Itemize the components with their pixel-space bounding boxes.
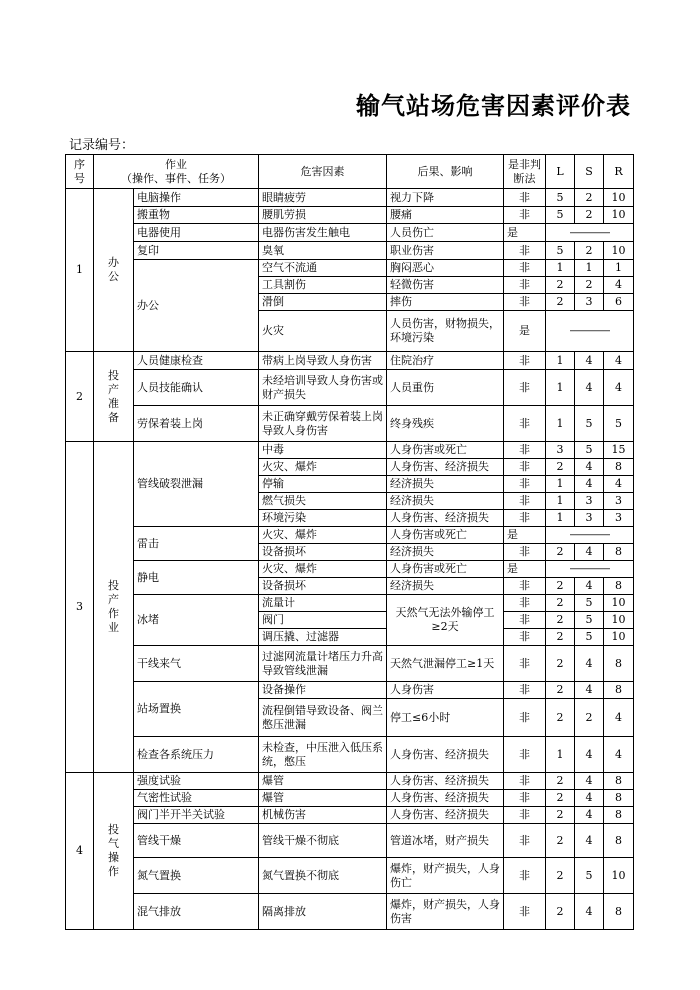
S-cell: 3: [575, 493, 604, 510]
S-cell: 5: [575, 442, 604, 459]
table-row: [66, 807, 634, 824]
S-cell: 4: [575, 807, 604, 824]
task-cell: 搬重物: [134, 207, 259, 224]
table-row: [66, 824, 634, 858]
R-cell: 3: [604, 493, 634, 510]
L-cell: 5: [546, 189, 575, 207]
judge-cell: 非: [504, 578, 546, 595]
S-cell: 4: [575, 682, 604, 699]
task-cell: 管线干燥: [134, 824, 259, 858]
header-S: S: [575, 155, 604, 189]
consequence-cell: 职业伤害: [387, 242, 504, 260]
consequence-cell: 人身伤害: [387, 682, 504, 699]
table-row: [66, 242, 634, 260]
R-cell: 6: [604, 294, 634, 311]
table-row: [66, 224, 634, 242]
hazard-cell: 停输: [259, 476, 387, 493]
R-cell: 8: [604, 894, 634, 930]
S-cell: 5: [575, 629, 604, 646]
L-cell: 1: [546, 476, 575, 493]
header-consequence: 后果、影响: [387, 155, 504, 189]
consequence-cell: 人员伤害，财物损失，环境污染: [387, 311, 504, 352]
table-row: [66, 260, 634, 277]
task-cell: 站场置换: [134, 682, 259, 737]
task-cell: 管线破裂泄漏: [134, 442, 259, 527]
R-cell: 8: [604, 459, 634, 476]
R-cell: 10: [604, 207, 634, 224]
S-cell: 4: [575, 370, 604, 406]
hazard-cell: 带病上岗导致人身伤害: [259, 352, 387, 370]
L-cell: 2: [546, 294, 575, 311]
consequence-cell: 爆炸，财产损失，人身伤害: [387, 894, 504, 930]
hazard-cell: 火灾、爆炸: [259, 527, 387, 544]
R-cell: 4: [604, 277, 634, 294]
consequence-cell: 摔伤: [387, 294, 504, 311]
R-cell: 8: [604, 773, 634, 790]
L-cell: 2: [546, 824, 575, 858]
consequence-cell: 人身伤害或死亡: [387, 527, 504, 544]
consequence-cell: 人身伤害、经济损失: [387, 459, 504, 476]
hazard-cell: 隔离排放: [259, 894, 387, 930]
task-cell: 雷击: [134, 527, 259, 561]
consequence-cell: 人员重伤: [387, 370, 504, 406]
section-seq: 2: [66, 352, 94, 442]
R-cell: 8: [604, 824, 634, 858]
judge-cell: 非: [504, 773, 546, 790]
hazard-cell: 管线干燥不彻底: [259, 824, 387, 858]
table-row: [66, 207, 634, 224]
task-cell: 静电: [134, 561, 259, 595]
judge-cell: 非: [504, 442, 546, 459]
header-task: 作业 （操作、事件、任务）: [94, 155, 259, 189]
S-cell: 2: [575, 699, 604, 737]
header-judge: 是非判 断法: [504, 155, 546, 189]
hazard-cell: 臭氧: [259, 242, 387, 260]
section-category: 投 产 准 备: [94, 352, 134, 442]
task-cell: 冰堵: [134, 595, 259, 646]
L-cell: 1: [546, 510, 575, 527]
judge-cell: 非: [504, 406, 546, 442]
consequence-cell: 经济损失: [387, 544, 504, 561]
hazard-cell: 燃气损失: [259, 493, 387, 510]
task-cell: 人员健康检查: [134, 352, 259, 370]
S-cell: 2: [575, 189, 604, 207]
table-row: [66, 858, 634, 894]
R-cell: 8: [604, 544, 634, 561]
task-cell: 阀门半开半关试验: [134, 807, 259, 824]
task-cell: 电器使用: [134, 224, 259, 242]
table-row: [66, 561, 634, 578]
S-cell: 2: [575, 242, 604, 260]
hazard-cell: 中毒: [259, 442, 387, 459]
judge-cell: 非: [504, 370, 546, 406]
consequence-cell: 天然气泄漏停工≥1天: [387, 646, 504, 682]
hazard-cell: 设备操作: [259, 682, 387, 699]
S-cell: 2: [575, 277, 604, 294]
judge-cell: 非: [504, 790, 546, 807]
judge-cell: 非: [504, 207, 546, 224]
header-seq: 序 号: [66, 155, 94, 189]
R-cell: 3: [604, 510, 634, 527]
table-row: [66, 773, 634, 790]
judge-cell: 非: [504, 510, 546, 527]
header-R: R: [604, 155, 634, 189]
section-seq: 4: [66, 773, 94, 930]
hazard-cell: 流量计: [259, 595, 387, 612]
table-row: [66, 370, 634, 406]
dash-cell: ————: [546, 561, 634, 578]
judge-cell: 非: [504, 894, 546, 930]
L-cell: 2: [546, 612, 575, 629]
table-row: [66, 595, 634, 612]
L-cell: 1: [546, 370, 575, 406]
R-cell: 10: [604, 612, 634, 629]
hazard-cell: 电器伤害发生触电: [259, 224, 387, 242]
record-number-label: 记录编号：: [69, 138, 135, 153]
consequence-cell: 腰痛: [387, 207, 504, 224]
hazard-cell: 氮气置换不彻底: [259, 858, 387, 894]
L-cell: 2: [546, 277, 575, 294]
judge-cell: 是: [504, 561, 546, 578]
task-cell: 人员技能确认: [134, 370, 259, 406]
judge-cell: 非: [504, 682, 546, 699]
S-cell: 5: [575, 406, 604, 442]
judge-cell: 非: [504, 595, 546, 612]
consequence-cell: 经济损失: [387, 493, 504, 510]
consequence-cell: 胸闷恶心: [387, 260, 504, 277]
section-category: 投 气 操 作: [94, 773, 134, 930]
hazard-cell: 爆管: [259, 773, 387, 790]
hazard-cell: 设备损坏: [259, 578, 387, 595]
R-cell: 10: [604, 242, 634, 260]
R-cell: 4: [604, 699, 634, 737]
S-cell: 3: [575, 510, 604, 527]
consequence-cell: 经济损失: [387, 476, 504, 493]
table-row: [66, 682, 634, 699]
S-cell: 4: [575, 459, 604, 476]
consequence-cell: 爆炸，财产损失，人身伤亡: [387, 858, 504, 894]
consequence-cell: 停工≤6小时: [387, 699, 504, 737]
hazard-cell: 空气不流通: [259, 260, 387, 277]
judge-cell: 非: [504, 294, 546, 311]
judge-cell: 非: [504, 352, 546, 370]
table-row: [66, 406, 634, 442]
S-cell: 4: [575, 737, 604, 773]
R-cell: 8: [604, 807, 634, 824]
hazard-cell: 火灾、爆炸: [259, 459, 387, 476]
hazard-cell: 滑倒: [259, 294, 387, 311]
document-title: 输气站场危害因素评价表: [356, 92, 631, 120]
judge-cell: 非: [504, 737, 546, 773]
table-row: [66, 894, 634, 930]
L-cell: 1: [546, 493, 575, 510]
judge-cell: 非: [504, 189, 546, 207]
judge-cell: 非: [504, 629, 546, 646]
consequence-cell: 住院治疗: [387, 352, 504, 370]
consequence-cell: 人身伤害、经济损失: [387, 807, 504, 824]
consequence-cell: 人身伤害、经济损失: [387, 773, 504, 790]
task-cell: 电脑操作: [134, 189, 259, 207]
R-cell: 15: [604, 442, 634, 459]
R-cell: 4: [604, 476, 634, 493]
judge-cell: 非: [504, 824, 546, 858]
hazard-cell: 眼睛疲劳: [259, 189, 387, 207]
header-row: [66, 155, 634, 189]
S-cell: 5: [575, 595, 604, 612]
task-cell: 办公: [134, 260, 259, 352]
consequence-cell: 管道冰堵，财产损失: [387, 824, 504, 858]
consequence-cell: 人身伤害或死亡: [387, 442, 504, 459]
task-cell: 混气排放: [134, 894, 259, 930]
S-cell: 3: [575, 294, 604, 311]
S-cell: 4: [575, 790, 604, 807]
S-cell: 4: [575, 352, 604, 370]
task-cell: 复印: [134, 242, 259, 260]
R-cell: 8: [604, 790, 634, 807]
section-category: 投 产 作 业: [94, 442, 134, 773]
consequence-cell: 天然气无法外输停工≥2天: [387, 595, 504, 646]
table-row: [66, 527, 634, 544]
judge-cell: 非: [504, 242, 546, 260]
consequence-cell: 人身伤害、经济损失: [387, 510, 504, 527]
L-cell: 1: [546, 406, 575, 442]
R-cell: 4: [604, 370, 634, 406]
S-cell: 5: [575, 612, 604, 629]
R-cell: 4: [604, 352, 634, 370]
hazard-cell: 环境污染: [259, 510, 387, 527]
L-cell: 1: [546, 352, 575, 370]
hazard-cell: 火灾、爆炸: [259, 561, 387, 578]
L-cell: 2: [546, 595, 575, 612]
consequence-cell: 人身伤害、经济损失: [387, 790, 504, 807]
consequence-cell: 视力下降: [387, 189, 504, 207]
R-cell: 8: [604, 682, 634, 699]
judge-cell: 是: [504, 224, 546, 242]
judge-cell: 非: [504, 544, 546, 561]
hazard-evaluation-table: [65, 154, 634, 930]
judge-cell: 是: [504, 311, 546, 352]
consequence-cell: 人员伤亡: [387, 224, 504, 242]
consequence-cell: 人身伤害或死亡: [387, 561, 504, 578]
judge-cell: 非: [504, 646, 546, 682]
judge-cell: 非: [504, 612, 546, 629]
consequence-cell: 经济损失: [387, 578, 504, 595]
R-cell: 8: [604, 646, 634, 682]
S-cell: 2: [575, 207, 604, 224]
hazard-cell: 爆管: [259, 790, 387, 807]
task-cell: 气密性试验: [134, 790, 259, 807]
R-cell: 10: [604, 595, 634, 612]
section-seq: 3: [66, 442, 94, 773]
task-cell: 氮气置换: [134, 858, 259, 894]
L-cell: 5: [546, 207, 575, 224]
S-cell: 4: [575, 476, 604, 493]
hazard-cell: 调压撬、过滤器: [259, 629, 387, 646]
L-cell: 2: [546, 773, 575, 790]
S-cell: 4: [575, 544, 604, 561]
task-cell: 干线来气: [134, 646, 259, 682]
judge-cell: 是: [504, 527, 546, 544]
L-cell: 2: [546, 858, 575, 894]
header-L: L: [546, 155, 575, 189]
R-cell: 10: [604, 629, 634, 646]
L-cell: 2: [546, 578, 575, 595]
task-cell: 检查各系统压力: [134, 737, 259, 773]
L-cell: 2: [546, 807, 575, 824]
judge-cell: 非: [504, 277, 546, 294]
hazard-cell: 火灾: [259, 311, 387, 352]
hazard-cell: 工具割伤: [259, 277, 387, 294]
judge-cell: 非: [504, 807, 546, 824]
judge-cell: 非: [504, 699, 546, 737]
S-cell: 4: [575, 646, 604, 682]
judge-cell: 非: [504, 858, 546, 894]
hazard-cell: 设备损坏: [259, 544, 387, 561]
dash-cell: ————: [546, 311, 634, 352]
header-hazard: 危害因素: [259, 155, 387, 189]
task-cell: 强度试验: [134, 773, 259, 790]
hazard-cell: 流程倒错导致设备、阀兰憋压泄漏: [259, 699, 387, 737]
R-cell: 8: [604, 578, 634, 595]
table-row: [66, 442, 634, 459]
L-cell: 2: [546, 682, 575, 699]
S-cell: 4: [575, 894, 604, 930]
hazard-cell: 阀门: [259, 612, 387, 629]
dash-cell: ————: [546, 527, 634, 544]
S-cell: 1: [575, 260, 604, 277]
L-cell: 2: [546, 629, 575, 646]
L-cell: 2: [546, 699, 575, 737]
S-cell: 4: [575, 578, 604, 595]
section-seq: 1: [66, 189, 94, 352]
R-cell: 1: [604, 260, 634, 277]
table-row: [66, 189, 634, 207]
L-cell: 2: [546, 459, 575, 476]
L-cell: 2: [546, 646, 575, 682]
R-cell: 5: [604, 406, 634, 442]
S-cell: 5: [575, 858, 604, 894]
L-cell: 2: [546, 894, 575, 930]
judge-cell: 非: [504, 459, 546, 476]
consequence-cell: 终身残疾: [387, 406, 504, 442]
S-cell: 4: [575, 773, 604, 790]
table-row: [66, 352, 634, 370]
task-cell: 劳保着装上岗: [134, 406, 259, 442]
hazard-cell: 未经培训导致人身伤害或财产损失: [259, 370, 387, 406]
R-cell: 4: [604, 737, 634, 773]
L-cell: 2: [546, 544, 575, 561]
table-row: [66, 737, 634, 773]
hazard-cell: 腰肌劳损: [259, 207, 387, 224]
hazard-cell: 机械伤害: [259, 807, 387, 824]
judge-cell: 非: [504, 493, 546, 510]
consequence-cell: 人身伤害、经济损失: [387, 737, 504, 773]
L-cell: 1: [546, 737, 575, 773]
R-cell: 10: [604, 858, 634, 894]
dash-cell: ————: [546, 224, 634, 242]
L-cell: 3: [546, 442, 575, 459]
L-cell: 2: [546, 790, 575, 807]
judge-cell: 非: [504, 476, 546, 493]
S-cell: 4: [575, 824, 604, 858]
hazard-cell: 未正确穿戴劳保着装上岗导致人身伤害: [259, 406, 387, 442]
table-row: [66, 646, 634, 682]
hazard-cell: 未检查，中压泄入低压系统，憋压: [259, 737, 387, 773]
R-cell: 10: [604, 189, 634, 207]
section-category: 办 公: [94, 189, 134, 352]
table-row: [66, 790, 634, 807]
hazard-cell: 过滤网流量计堵压力升高导致管线泄漏: [259, 646, 387, 682]
L-cell: 5: [546, 242, 575, 260]
judge-cell: 非: [504, 260, 546, 277]
L-cell: 1: [546, 260, 575, 277]
consequence-cell: 轻微伤害: [387, 277, 504, 294]
